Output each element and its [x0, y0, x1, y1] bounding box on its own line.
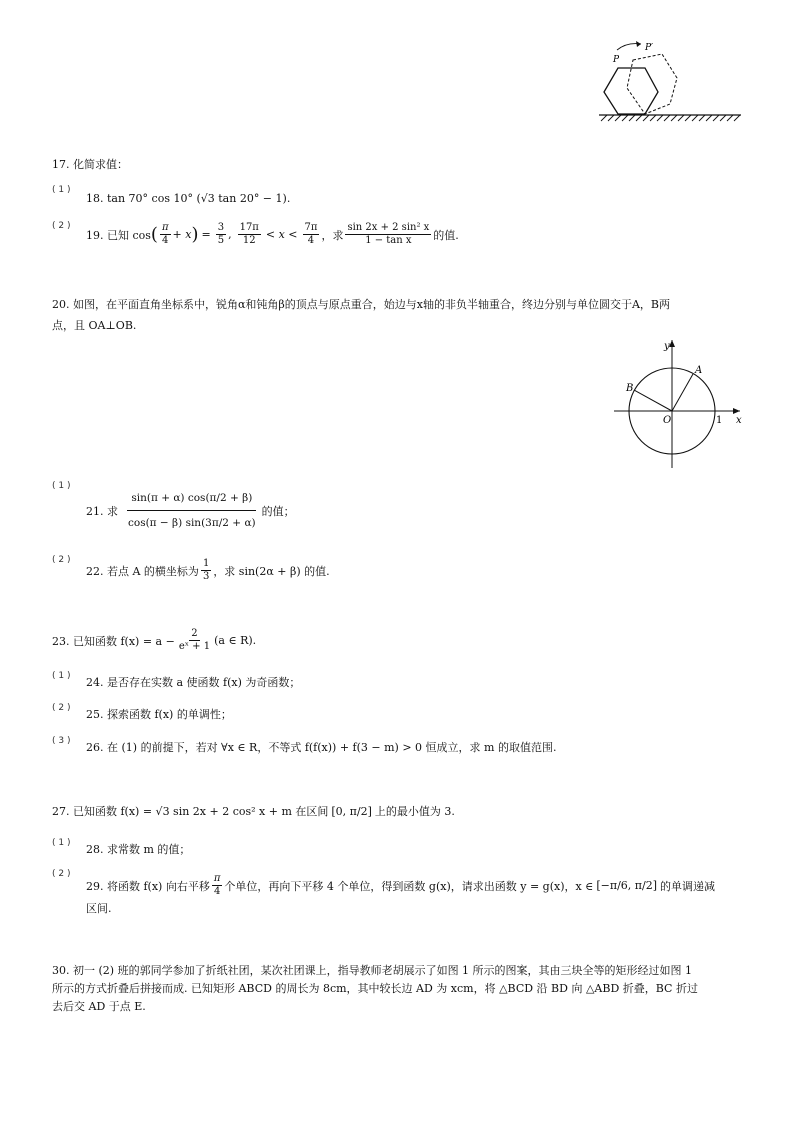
- frac-numerator: sin(π + α) cos(π/2 + β): [127, 486, 256, 511]
- q27-prefix: 27. 已知函数 f(x) = √3 sin 2x + 2 cos² x + m 在区间: [52, 805, 329, 818]
- q27-part1: 28. 求常数 m 的值；: [86, 843, 191, 856]
- frac-numerator: π: [161, 222, 169, 233]
- frac-denominator: 4: [307, 235, 315, 246]
- label-p-prime: P′: [645, 43, 654, 53]
- frac-numerator: sin 2x + 2 sin² x: [347, 222, 430, 233]
- q27-part2-c: 的单调递减: [660, 879, 716, 893]
- label-a: A: [695, 365, 703, 376]
- hexagon-dashed: [627, 54, 677, 114]
- frac-denominator: 4: [213, 886, 221, 897]
- frac-denominator: 12: [242, 235, 256, 246]
- frac-denominator: eˣ + 1: [178, 641, 211, 652]
- q17-part2-prefix: 19. 已知 cos: [86, 228, 151, 242]
- q20-part1-tail: 的值；: [261, 504, 295, 518]
- label-p: P: [613, 55, 620, 65]
- q20-line2: 点，且 OA⊥OB.: [52, 319, 137, 332]
- q30-line2: 所示的方式折叠后拼接而成. 已知矩形 ABCD 的周长为 8cm，其中较长边 AD 为 xcm，将 △BCD 沿 BD 向 △ABD 折叠，BC 折过: [52, 982, 698, 995]
- frac-numerator: 3: [217, 222, 225, 233]
- q20-line1: 20. 如图，在平面直角坐标系中，锐角α和钝角β的顶点与原点重合，始边与x轴的非负半轴重合，终边分别与单位圆交于A，B两: [52, 298, 671, 311]
- frac-numerator: 2: [191, 628, 198, 639]
- hexagon-solid: [604, 68, 658, 114]
- q23-part1: 24. 是否存在实数 a 使函数 f(x) 为奇函数；: [86, 676, 301, 689]
- range-inequality: < x <: [265, 228, 298, 241]
- q20-part1-prefix: 21. 求: [86, 504, 118, 518]
- q17-part1: 18. tan 70° cos 10° (√3 tan 20° − 1).: [86, 192, 291, 205]
- label-y: y: [664, 341, 670, 352]
- q27-tail: 上的最小值为 3.: [374, 805, 455, 818]
- rotation-arrow-head: [636, 41, 641, 47]
- x-axis-arrow: [733, 408, 740, 414]
- q20-part2-prefix: 22. 若点 A 的横坐标为: [86, 564, 199, 578]
- q27-interval: [0, π/2]: [331, 804, 372, 818]
- ground-hatching: [601, 115, 740, 121]
- q17-part2: 19. 已知 cos ( $\frac{\pi}{4}$ + x ) = $\frac{3}{5}$ , $\frac{17\pi}{12}$ < x < $\frac{7\pi}{4}$ ，求 $\frac{\text{sin 2x + 2 sin² x}}{\text{1 − tan x}}$ 的值.: [86, 222, 459, 246]
- q27-part2-b: 个单位，再向下平移 4 个单位，得到函数 g(x)，请求出函数 y = g(x)，x ∈: [224, 879, 594, 893]
- q27-stem: [52, 803, 455, 819]
- frac-denominator: cos(π − β) sin(3π/2 + α): [128, 517, 256, 529]
- rolling-hexagon-figure: [595, 38, 745, 122]
- q23-stem: [52, 628, 256, 653]
- q30-line3: 去后交 AD 于点 E.: [52, 1000, 146, 1013]
- q27-part2-a: 29. 将函数 f(x) 向右平移: [86, 879, 210, 893]
- q27-part2-interval: [−π/6, π/2]: [596, 879, 658, 892]
- frac-numerator: 1: [202, 558, 210, 569]
- q20-part2-marker: ( 2 ): [52, 555, 71, 565]
- q17-part2-plus-x: + x: [172, 228, 192, 241]
- q17-title: 17. 化简求值：: [52, 158, 128, 171]
- label-b: B: [626, 383, 634, 394]
- q20-part2: [86, 558, 330, 583]
- q23-tail: (a ∈ R).: [214, 634, 257, 647]
- frac-denominator: 4: [162, 235, 169, 246]
- q23-part3: 26. 在 (1) 的前提下，若对 ∀x ∈ R，不等式 f(f(x)) + f(3 − m) > 0 恒成立，求 m 的取值范围.: [86, 741, 557, 754]
- equals-sign: =: [201, 228, 211, 241]
- q17-part2-marker: ( 2 ): [52, 221, 71, 231]
- q27-part1-marker: ( 1 ): [52, 838, 71, 848]
- frac-denominator: 3: [202, 571, 210, 582]
- frac-numerator: 7π: [304, 222, 318, 233]
- q20-part1-marker: ( 1 ): [52, 481, 71, 491]
- ray-ob: [634, 390, 672, 411]
- label-one: 1: [716, 415, 723, 426]
- q23-part3-marker: ( 3 ): [52, 736, 71, 746]
- frac-denominator: 1 − tan x: [365, 235, 412, 246]
- q27-part2: [86, 873, 715, 898]
- y-axis-arrow: [669, 340, 675, 347]
- q17-part1-marker: ( 1 ): [52, 185, 71, 195]
- q23-part1-marker: ( 1 ): [52, 671, 71, 681]
- q20-part2-tail: ，求 sin(2α + β) 的值.: [213, 564, 330, 578]
- q20-part1: [86, 486, 295, 535]
- label-o: O: [663, 415, 672, 426]
- q17-part2-ask: ，求: [321, 228, 344, 242]
- q23-part2: 25. 探索函数 f(x) 的单调性；: [86, 708, 232, 721]
- q17-part2-tail: 的值.: [433, 228, 459, 242]
- label-x: x: [736, 415, 742, 426]
- q27-part2-line2: 区间.: [86, 902, 112, 915]
- frac-numerator: π: [213, 873, 221, 884]
- q23-prefix: 23. 已知函数 f(x) = a −: [52, 634, 175, 648]
- frac-denominator: 5: [217, 235, 225, 246]
- frac-numerator: 17π: [239, 222, 259, 233]
- ray-oa: [672, 374, 693, 411]
- q27-part2-marker: ( 2 ): [52, 869, 71, 879]
- q30-line1: 30. 初一 (2) 班的郭同学参加了折纸社团，某次社团课上，指导教师老胡展示了如图 1 所示的图案，其由三块全等的矩形经过如图 1: [52, 964, 693, 977]
- unit-circle-figure: [612, 336, 747, 471]
- q23-part2-marker: ( 2 ): [52, 703, 71, 713]
